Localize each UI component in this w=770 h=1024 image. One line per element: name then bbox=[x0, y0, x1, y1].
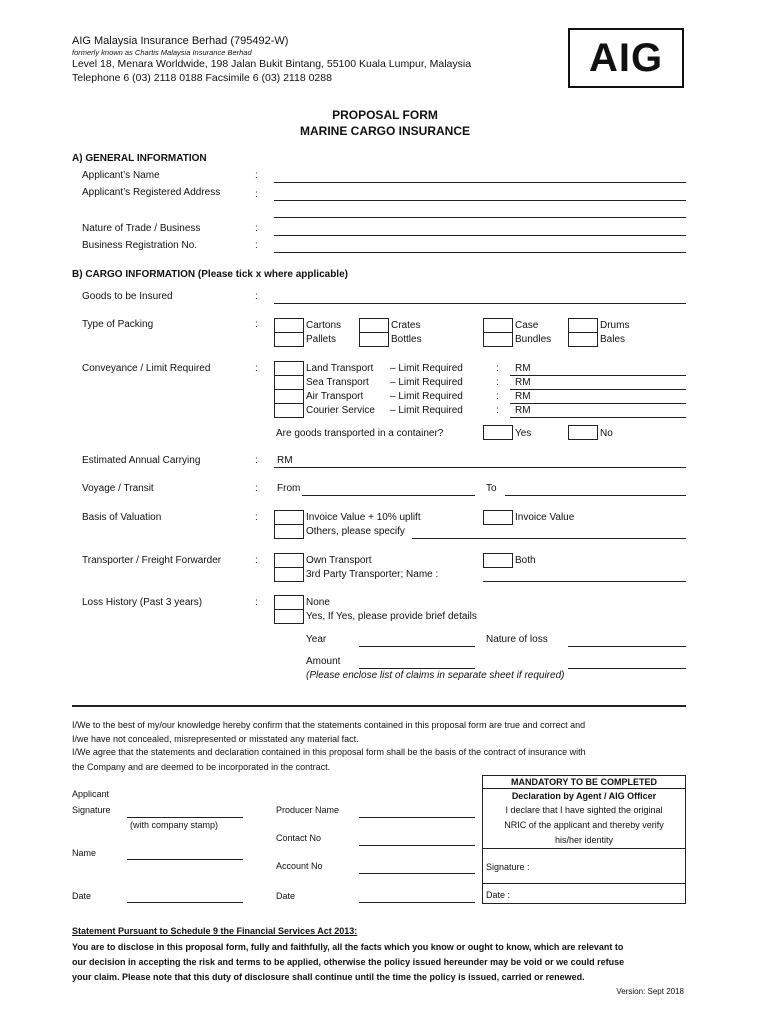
declaration-line-2: I/we have not concealed, misrepresented or misstated any material fact. bbox=[72, 734, 359, 744]
statement-line-1: You are to disclose in this proposal form, fully and faithfully, all the facts which you know or ought to know, which are relevant to bbox=[72, 942, 624, 952]
air-transport-checkbox[interactable] bbox=[274, 389, 304, 404]
air-transport-label: Air Transport bbox=[306, 391, 364, 402]
producer-date-label: Date bbox=[276, 891, 296, 901]
annual-carrying-field[interactable] bbox=[274, 467, 686, 468]
loss-year-field[interactable] bbox=[359, 646, 475, 647]
colon: : bbox=[496, 405, 499, 416]
drums-label: Drums bbox=[600, 320, 630, 331]
transporter-label: Transporter / Freight Forwarder bbox=[82, 555, 222, 566]
version-label: Version: Sept 2018 bbox=[616, 987, 684, 996]
sea-limit-field[interactable] bbox=[510, 389, 686, 390]
limit-label: – Limit Required bbox=[390, 363, 463, 374]
colon: : bbox=[255, 455, 258, 466]
third-party-name-field[interactable] bbox=[483, 581, 686, 582]
drums-checkbox[interactable] bbox=[568, 318, 598, 333]
applicant-address-field-2[interactable] bbox=[274, 217, 686, 218]
contact-no-label: Contact No bbox=[276, 833, 322, 843]
invoice-value-label: Invoice Value bbox=[515, 512, 575, 523]
bundles-label: Bundles bbox=[515, 334, 552, 345]
bottles-checkbox[interactable] bbox=[359, 332, 389, 347]
declaration-line-4: the Company and are deemed to be incorporated in the contract. bbox=[72, 762, 331, 772]
nature-of-trade-label: Nature of Trade / Business bbox=[82, 223, 201, 234]
rm-label: RM bbox=[515, 391, 531, 402]
sea-transport-checkbox[interactable] bbox=[274, 375, 304, 390]
company-name: AIG Malaysia Insurance Berhad (795492-W) bbox=[72, 35, 289, 47]
applicant-label: Applicant bbox=[72, 789, 110, 799]
account-no-field[interactable] bbox=[359, 873, 475, 874]
invoice-uplift-checkbox[interactable] bbox=[274, 510, 304, 525]
land-transport-checkbox[interactable] bbox=[274, 361, 304, 376]
both-checkbox[interactable] bbox=[483, 553, 513, 568]
colon: : bbox=[255, 483, 258, 494]
signature-label: Signature bbox=[72, 805, 111, 815]
loss-none-checkbox[interactable] bbox=[274, 595, 304, 610]
mandatory-divider bbox=[482, 848, 686, 849]
date-label: Date bbox=[72, 891, 92, 901]
both-label: Both bbox=[515, 555, 536, 566]
business-reg-label: Business Registration No. bbox=[82, 240, 198, 251]
packing-label: Type of Packing bbox=[82, 319, 154, 330]
producer-name-field[interactable] bbox=[359, 817, 475, 818]
limit-label: – Limit Required bbox=[390, 377, 463, 388]
statement-line-3: your claim. Please note that this duty of disclosure shall continue until the time the policy is issued, carried or renewed. bbox=[72, 972, 585, 982]
container-no-checkbox[interactable] bbox=[568, 425, 598, 440]
nature-of-trade-field[interactable] bbox=[274, 235, 686, 236]
colon: : bbox=[255, 170, 258, 181]
colon: : bbox=[255, 319, 258, 330]
air-limit-field[interactable] bbox=[510, 403, 686, 404]
company-address: Level 18, Menara Worldwide, 198 Jalan Bukit Bintang, 55100 Kuala Lumpur, Malaysia bbox=[72, 58, 472, 70]
colon: : bbox=[496, 391, 499, 402]
colon: : bbox=[255, 512, 258, 523]
colon: : bbox=[255, 189, 258, 200]
limit-label: – Limit Required bbox=[390, 405, 463, 416]
form-subtitle: MARINE CARGO INSURANCE bbox=[299, 124, 470, 138]
crates-label: Crates bbox=[391, 320, 421, 331]
colon: : bbox=[255, 555, 258, 566]
form-title: PROPOSAL FORM bbox=[332, 108, 438, 122]
container-question: Are goods transported in a container? bbox=[276, 428, 444, 439]
sea-transport-label: Sea Transport bbox=[306, 377, 369, 388]
aig-logo: AIG bbox=[568, 28, 684, 88]
statement-line-2: our decision in accepting the risk and terms to be applied, otherwise the policy issued hereunder may be void or we could refuse bbox=[72, 957, 625, 967]
cartons-label: Cartons bbox=[306, 320, 342, 331]
mandatory-text-2: NRIC of the applicant and thereby verify bbox=[504, 820, 664, 830]
voyage-to-label: To bbox=[486, 483, 497, 494]
colon: : bbox=[255, 240, 258, 251]
limit-label: – Limit Required bbox=[390, 391, 463, 402]
loss-yes-label: Yes, If Yes, please provide brief details bbox=[306, 611, 477, 622]
courier-limit-field[interactable] bbox=[510, 417, 686, 418]
loss-nature-field-2[interactable] bbox=[568, 668, 686, 669]
goods-label: Goods to be Insured bbox=[82, 291, 173, 302]
contact-no-field[interactable] bbox=[359, 845, 475, 846]
declaration-line-3: I/We agree that the statements and declaration contained in this proposal form shall be the basis of the contract of insurance with bbox=[72, 747, 586, 757]
loss-nature-field[interactable] bbox=[568, 646, 686, 647]
bales-checkbox[interactable] bbox=[568, 332, 598, 347]
colon: : bbox=[255, 597, 258, 608]
business-reg-field[interactable] bbox=[274, 252, 686, 253]
name-label: Name bbox=[72, 848, 97, 858]
others-specify-label: Others, please specify bbox=[306, 526, 405, 537]
annual-rm-label: RM bbox=[277, 455, 293, 466]
loss-nature-label: Nature of loss bbox=[486, 634, 548, 645]
mandatory-subtitle: Declaration by Agent / AIG Officer bbox=[511, 791, 657, 801]
mandatory-divider bbox=[482, 788, 686, 789]
bottles-label: Bottles bbox=[391, 334, 422, 345]
former-name: formerly known as Chartis Malaysia Insurance Berhad bbox=[72, 48, 252, 57]
pallets-checkbox[interactable] bbox=[274, 332, 304, 347]
annual-carrying-label: Estimated Annual Carrying bbox=[82, 455, 201, 466]
loss-amount-label: Amount bbox=[306, 656, 341, 667]
rm-label: RM bbox=[515, 377, 531, 388]
others-specify-field[interactable] bbox=[412, 538, 686, 539]
producer-date-field[interactable] bbox=[359, 902, 475, 903]
company-stamp-label: (with company stamp) bbox=[130, 820, 219, 830]
colon: : bbox=[255, 223, 258, 234]
mandatory-text-1: I declare that I have sighted the original bbox=[505, 805, 663, 815]
voyage-label: Voyage / Transit bbox=[82, 483, 154, 494]
officer-date-label: Date : bbox=[486, 890, 511, 900]
loss-note: (Please enclose list of claims in separate sheet if required) bbox=[306, 670, 565, 681]
loss-history-label: Loss History (Past 3 years) bbox=[82, 597, 203, 608]
valuation-label: Basis of Valuation bbox=[82, 512, 162, 523]
company-phone: Telephone 6 (03) 2118 0188 Facsimile 6 (03) 2118 0288 bbox=[72, 72, 332, 84]
courier-service-checkbox[interactable] bbox=[274, 403, 304, 418]
voyage-to-field[interactable] bbox=[505, 495, 686, 496]
bales-label: Bales bbox=[600, 334, 626, 345]
bundles-checkbox[interactable] bbox=[483, 332, 513, 347]
goods-field[interactable] bbox=[274, 303, 686, 304]
account-no-label: Account No bbox=[276, 861, 323, 871]
applicant-name-label: Applicant’s Name bbox=[82, 170, 160, 181]
container-yes-label: Yes bbox=[515, 428, 532, 439]
rm-label: RM bbox=[515, 405, 531, 416]
cartons-checkbox[interactable] bbox=[274, 318, 304, 333]
container-yes-checkbox[interactable] bbox=[483, 425, 513, 440]
third-party-checkbox[interactable] bbox=[274, 567, 304, 582]
rm-label: RM bbox=[515, 363, 531, 374]
declaration-line-1: I/We to the best of my/our knowledge hereby confirm that the statements contained in this proposal form are true and correct and bbox=[72, 720, 586, 730]
loss-year-label: Year bbox=[306, 634, 327, 645]
case-label: Case bbox=[515, 320, 539, 331]
conveyance-label: Conveyance / Limit Required bbox=[82, 363, 211, 374]
container-no-label: No bbox=[600, 428, 613, 439]
officer-signature-label: Signature : bbox=[486, 862, 530, 872]
section-a-heading: A) GENERAL INFORMATION bbox=[72, 153, 207, 164]
colon: : bbox=[496, 377, 499, 388]
invoice-uplift-label: Invoice Value + 10% uplift bbox=[306, 512, 421, 523]
producer-name-label: Producer Name bbox=[276, 805, 340, 815]
section-b-heading: B) CARGO INFORMATION (Please tick x where applicable) bbox=[72, 269, 348, 280]
others-specify-checkbox[interactable] bbox=[274, 524, 304, 539]
mandatory-title: MANDATORY TO BE COMPLETED bbox=[510, 777, 657, 787]
invoice-value-checkbox[interactable] bbox=[483, 510, 513, 525]
courier-service-label: Courier Service bbox=[306, 405, 375, 416]
applicant-name-sign-field[interactable] bbox=[127, 859, 243, 860]
applicant-name-field[interactable] bbox=[274, 182, 686, 183]
voyage-from-field[interactable] bbox=[302, 495, 475, 496]
colon: : bbox=[255, 363, 258, 374]
mandatory-divider bbox=[482, 883, 686, 884]
colon: : bbox=[496, 363, 499, 374]
land-transport-label: Land Transport bbox=[306, 363, 374, 374]
applicant-address-label: Applicant’s Registered Address bbox=[82, 187, 221, 198]
colon: : bbox=[255, 291, 258, 302]
third-party-label: 3rd Party Transporter; Name : bbox=[306, 569, 439, 580]
applicant-date-field[interactable] bbox=[127, 902, 243, 903]
loss-amount-field[interactable] bbox=[359, 668, 475, 669]
signature-field[interactable] bbox=[127, 817, 243, 818]
land-limit-field[interactable] bbox=[510, 375, 686, 376]
loss-none-label: None bbox=[306, 597, 330, 608]
applicant-address-field[interactable] bbox=[274, 200, 686, 201]
own-transport-checkbox[interactable] bbox=[274, 553, 304, 568]
pallets-label: Pallets bbox=[306, 334, 337, 345]
own-transport-label: Own Transport bbox=[306, 555, 372, 566]
loss-yes-checkbox[interactable] bbox=[274, 609, 304, 624]
mandatory-text-3: his/her identity bbox=[554, 835, 614, 845]
statement-heading: Statement Pursuant to Schedule 9 the Financial Services Act 2013: bbox=[72, 926, 358, 936]
section-divider bbox=[72, 705, 686, 707]
crates-checkbox[interactable] bbox=[359, 318, 389, 333]
case-checkbox[interactable] bbox=[483, 318, 513, 333]
voyage-from-label: From bbox=[277, 483, 301, 494]
